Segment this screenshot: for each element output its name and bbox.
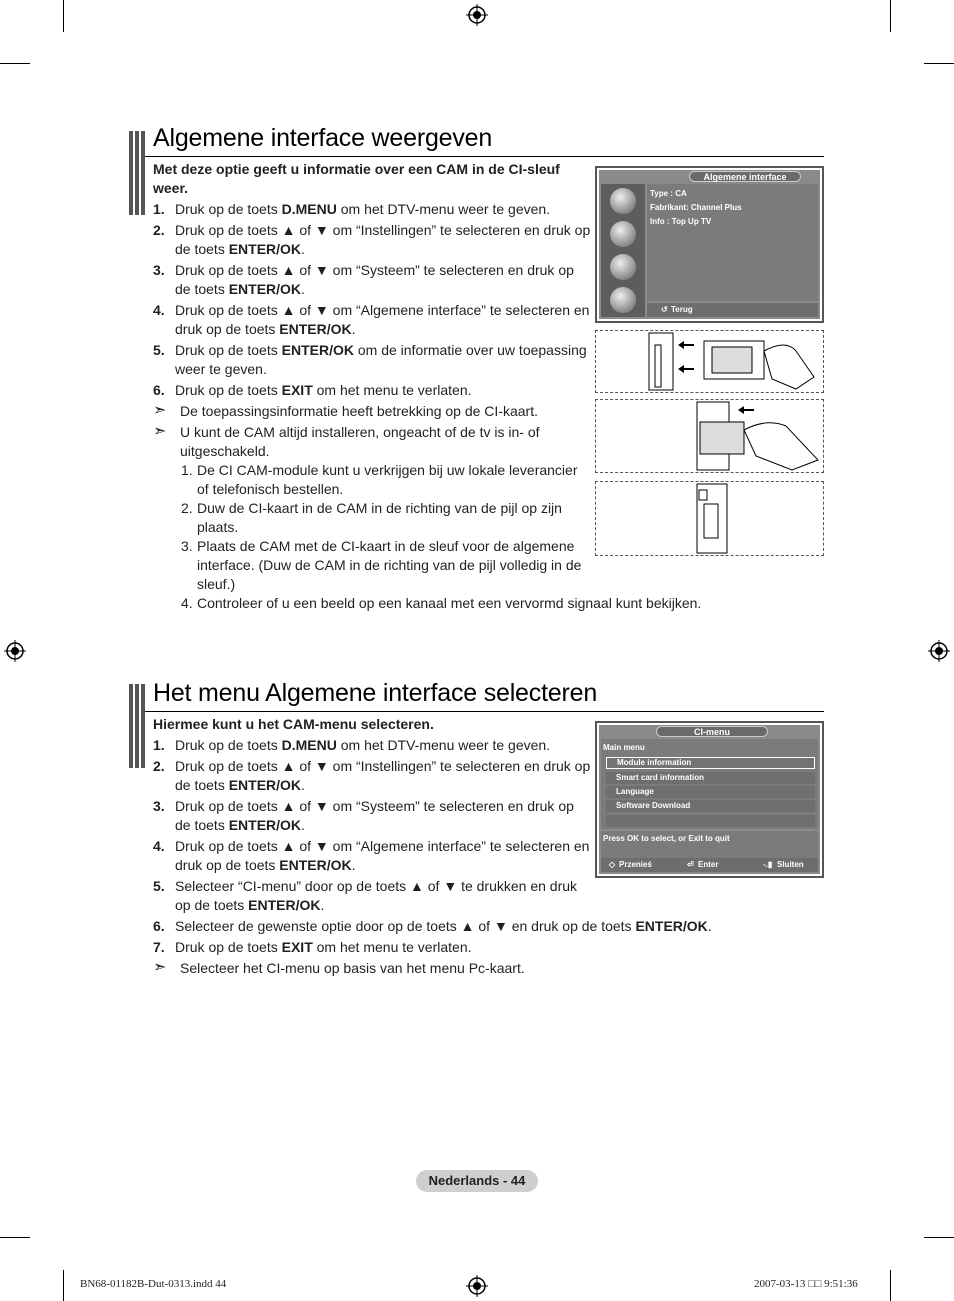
- step-text: Druk op de toets: [175, 342, 282, 358]
- step-key: ENTER/OK: [279, 321, 352, 337]
- step-item: [153, 341, 593, 379]
- step-key: EXIT: [281, 382, 313, 398]
- menu-item-empty: [606, 815, 815, 827]
- step-text: Druk op de toets: [175, 737, 282, 753]
- registration-mark-icon: [466, 1275, 488, 1297]
- step-item: [153, 221, 593, 259]
- section-intro: Hiermee kunt u het CAM-menu selecteren.: [153, 716, 434, 732]
- menu-item-software-download[interactable]: Software Download: [606, 800, 815, 812]
- osd-info-info: Info : Top Up TV: [650, 217, 712, 226]
- step-text: .: [301, 817, 305, 833]
- osd-screen: [599, 170, 820, 319]
- registration-mark-icon: [928, 640, 950, 662]
- menu-item-module-information[interactable]: Module information: [606, 757, 815, 769]
- section-title: Het menu Algemene interface selecteren: [153, 679, 598, 707]
- step-text: .: [707, 918, 712, 934]
- osd-info-panel: [647, 184, 818, 301]
- osd-foot-enter: Enter: [698, 860, 719, 869]
- step-number: 4.: [153, 302, 165, 318]
- step-number: 7.: [153, 939, 165, 955]
- step-number: 1.: [153, 737, 165, 753]
- step-text: om het DTV-menu weer te geven.: [336, 201, 551, 217]
- cam-illustration-3: [595, 481, 824, 556]
- section-bar: [129, 684, 145, 768]
- substep: 4. Controleer of u een beeld op een kanaal met een vervormd signaal kunt bekijken.: [181, 595, 702, 611]
- step-text: Druk op de toets: [175, 939, 282, 955]
- osd-algemene-interface: [595, 166, 824, 323]
- menu-item-language[interactable]: Language: [606, 786, 815, 798]
- registration-mark-icon: [4, 640, 26, 662]
- step-key: EXIT: [281, 939, 313, 955]
- crop-mark: [890, 1270, 891, 1301]
- osd-info-type: Type : CA: [650, 189, 687, 198]
- osd-foot-move: Przenieś: [619, 860, 652, 869]
- osd-foot-exit: Sluiten: [777, 860, 804, 869]
- step-text: .: [351, 321, 356, 337]
- crop-mark: [890, 0, 891, 32]
- step-key: ENTER/OK: [281, 342, 354, 358]
- step-text: Druk op de toets ▲ of ▼ om “Algemene interface” te selecteren en druk op de toets: [175, 302, 590, 337]
- step-number: 4.: [153, 838, 165, 854]
- return-icon: ↺: [661, 305, 668, 314]
- step-text: Druk op de toets ▲ of ▼ om “Instellingen” te selecteren en druk op de toets: [175, 222, 591, 257]
- step-text: om de informatie over uw toepassing weer te geven.: [175, 342, 587, 377]
- sound-icon: [610, 221, 636, 247]
- osd-footer: [647, 303, 818, 317]
- cam-slot-illustration: [596, 482, 823, 555]
- step-item: [153, 917, 753, 936]
- note: ➣ De toepassingsinformatie heeft betrekking op de CI-kaart.: [153, 402, 538, 419]
- osd-info-manufacturer: Fabrikant: Channel Plus: [650, 203, 742, 212]
- step-text: Selecteer de gewenste optie door op de toets ▲ of ▼ en druk op de toets: [175, 918, 636, 934]
- step-key: ENTER/OK: [228, 241, 302, 257]
- crop-mark: [63, 0, 64, 32]
- substep: 2. Duw de CI-kaart in de CAM in de richting van de pijl op zijn plaats.: [181, 500, 562, 535]
- arrow-right-icon: ➣: [153, 402, 167, 419]
- step-key: ENTER/OK: [635, 918, 708, 934]
- step-item: [153, 301, 593, 339]
- step-key: ENTER/OK: [228, 281, 302, 297]
- step-key: ENTER/OK: [228, 817, 302, 833]
- step-number: 6.: [153, 382, 165, 398]
- section-rule: [145, 711, 824, 712]
- osd-menu-header: Main menu: [603, 743, 645, 752]
- step-text: Druk op de toets: [175, 382, 282, 398]
- osd-menu-panel: [601, 739, 818, 829]
- section-rule: [145, 156, 824, 157]
- print-slug-right: 2007-03-13 □□ 9:51:36: [754, 1278, 858, 1290]
- step-number: 6.: [153, 918, 165, 934]
- note: ➣ Selecteer het CI-menu op basis van het menu Pc-kaart.: [153, 959, 525, 976]
- step-item: [153, 757, 593, 795]
- step-text: Druk op de toets ▲ of ▼ om “Systeem” te selecteren en druk op de toets: [175, 262, 574, 297]
- step-text: .: [301, 281, 305, 297]
- cam-insert-illustration: [596, 400, 823, 472]
- substep: 1. De CI CAM-module kunt u verkrijgen bij uw lokale leverancier of telefonisch bestellen.: [181, 462, 578, 497]
- section-bar: [129, 131, 145, 215]
- arrow-right-icon: ➣: [153, 959, 167, 976]
- registration-mark-icon: [466, 4, 488, 26]
- step-text: .: [301, 777, 305, 793]
- step-number: 5.: [153, 342, 165, 358]
- section-intro: Met deze optie geeft u informatie over een CAM in de CI-sleuf weer.: [153, 161, 560, 196]
- step-item: [153, 877, 593, 915]
- step-text: .: [320, 897, 325, 913]
- step-text: om het menu te verlaten.: [312, 382, 472, 398]
- step-key: ENTER/OK: [228, 777, 302, 793]
- step-text: Selecteer “CI-menu” door op de toets ▲ of ▼ te drukken en druk op de toets: [175, 878, 578, 913]
- step-item: [153, 261, 593, 299]
- step-number: 1.: [153, 201, 165, 217]
- step-key: ENTER/OK: [248, 897, 321, 913]
- substep: 3. Plaats de CAM met de CI-kaart in de sleuf voor de algemene interface. (Duw de CAM in de richting van de pijl volledig in de sleuf.): [181, 538, 582, 592]
- crop-mark: [0, 1237, 30, 1238]
- gear-icon: [610, 254, 636, 280]
- step-number: 2.: [153, 758, 165, 774]
- step-text: Druk op de toets: [175, 201, 282, 217]
- step-number: 3.: [153, 798, 165, 814]
- step-item: [153, 797, 593, 835]
- menu-item-smart-card-information[interactable]: Smart card information: [606, 772, 815, 784]
- step-text: Druk op de toets ▲ of ▼ om “Instellingen” te selecteren en druk op de toets: [175, 758, 591, 793]
- osd-footer: [601, 858, 818, 872]
- step-key: ENTER/OK: [279, 857, 352, 873]
- osd-ci-menu: [595, 721, 824, 878]
- crop-mark: [924, 63, 954, 64]
- osd-screen: [599, 725, 820, 874]
- step-text: .: [301, 241, 305, 257]
- note: ➣ U kunt de CAM altijd installeren, ongeacht of de tv is in- of uitgeschakeld.: [153, 423, 540, 459]
- arrow-right-icon: ➣: [153, 423, 167, 440]
- step-number: 2.: [153, 222, 165, 238]
- osd-sidebar: [601, 184, 645, 317]
- step-item: [153, 200, 593, 219]
- enter-icon: ⏎: [687, 860, 694, 869]
- step-item: [153, 381, 593, 400]
- picture-icon: [610, 188, 636, 214]
- move-icon: ◇: [609, 860, 616, 869]
- osd-back-label: Terug: [671, 305, 693, 314]
- cam-illustration-2: [595, 399, 824, 473]
- step-text: Druk op de toets ▲ of ▼ om “Systeem” te selecteren en druk op de toets: [175, 798, 574, 833]
- osd-prompt: Press OK to select, or Exit to quit: [603, 834, 730, 843]
- page-number-badge: Nederlands - 44: [416, 1170, 538, 1192]
- cam-illustration-1: [595, 330, 824, 393]
- crop-mark: [0, 63, 30, 64]
- step-key: D.MENU: [281, 201, 337, 217]
- osd-prompt-panel: [601, 831, 818, 859]
- step-key: D.MENU: [281, 737, 337, 753]
- step-number: 5.: [153, 878, 165, 894]
- cam-insert-illustration: [596, 331, 823, 392]
- section-title: Algemene interface weergeven: [153, 124, 493, 152]
- osd-title: CI-menu: [656, 726, 768, 737]
- step-text: om het menu te verlaten.: [312, 939, 472, 955]
- step-text: Druk op de toets ▲ of ▼ om “Algemene interface” te selecteren en druk op de toets: [175, 838, 590, 873]
- crop-mark: [63, 1270, 64, 1301]
- step-item: [153, 736, 593, 755]
- step-text: .: [351, 857, 356, 873]
- step-number: 3.: [153, 262, 165, 278]
- step-item: [153, 837, 593, 875]
- crop-mark: [924, 1237, 954, 1238]
- input-icon: [610, 287, 636, 313]
- step-item: [153, 938, 753, 957]
- osd-title: Algemene interface: [689, 171, 801, 182]
- print-slug-left: BN68-01182B-Dut-0313.indd 44: [80, 1278, 227, 1290]
- exit-icon: -.▮: [763, 860, 773, 869]
- step-text: om het DTV-menu weer te geven.: [336, 737, 551, 753]
